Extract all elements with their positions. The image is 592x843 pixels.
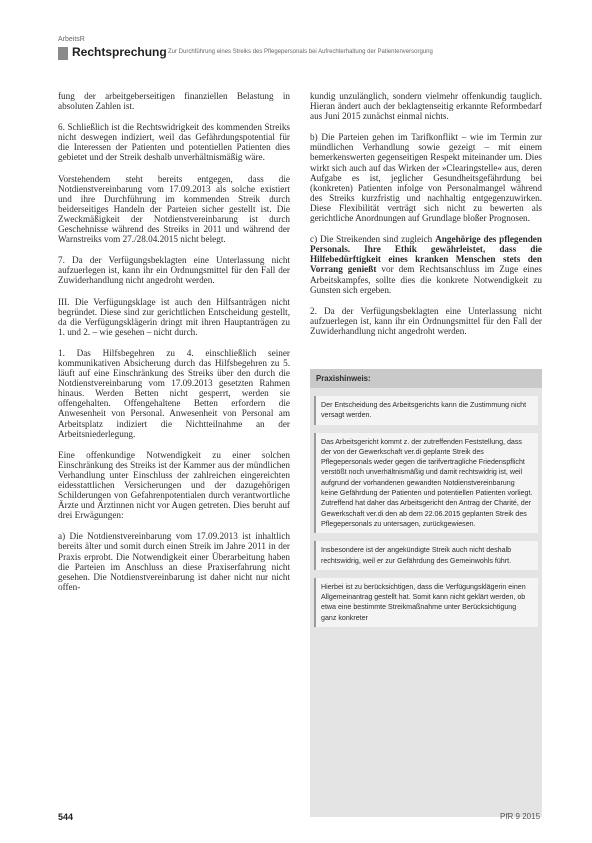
left-paragraph-8: a) Die Notdienstvereinbarung vom 17.09.2013 ist inhaltlich bereits älter und somit durch einen Streik im Jahre 2011 in der Praxis erprobt. Die Notwendigkeit einer Überarbeitung haben die Parteien im Anschluss an diese Praxiserfahrung nicht gesehen. Die Notdienstvereinbarung ist daher nicht nur nicht offen-	[58, 531, 290, 592]
right-paragraph-3-prefix: c) Die Streikenden sind zugleich	[310, 234, 436, 245]
practice-note-paragraph-3: Insbesondere ist der angekündigte Streik auch nicht deshalb rechtswidrig, weil er zur Gefährdung des Gemeinwohls führt.	[314, 541, 538, 570]
practice-note-paragraph-4: Hierbei ist zu berücksichtigen, dass die Verfügungsklägerin einen Allgemeinantrag gestellt hat. Somit kann nicht geklärt werden, ob etwa eine bestimmte Streikmaßnahme unter Berücksichtigung ganz konkreter	[314, 578, 538, 627]
left-paragraph-4: 7. Da der Verfügungsbeklagten eine Unterlassung nicht aufzuerlegen ist, kann ihr ein Ordnungsmittel für den Fall der Zuwiderhandlung nicht angedroht werden.	[58, 255, 290, 286]
left-paragraph-5: III. Die Verfügungsklage ist auch den Hilfsanträgen nicht begründet. Diese sind zur gerichtlichen Entscheidung gestellt, da die Verfügungsklägerin dringt mit ihren Hauptanträgen zu 1. und 2. – wie gesehen – nicht durch.	[58, 296, 290, 337]
right-paragraph-1: kundig unzulänglich, sondern vielmehr offenkundig tauglich. Hieran ändert auch der beklagtenseitig erkannte Reformbedarf aus Juni 2015 zunächst einmal nichts.	[310, 91, 542, 122]
journal-issue: PfR 9 2015	[500, 812, 541, 821]
left-paragraph-1: fung der arbeitgeberseitigen finanziellen Belastung in absoluten Zahlen ist.	[58, 91, 290, 112]
page-subtitle: Zur Durchführung eines Streiks des Pflegepersonals bei Aufrechterhaltung der Patientenversorgung	[168, 49, 433, 55]
section-kicker: ArbeitsR	[58, 36, 85, 43]
left-column	[58, 91, 290, 603]
right-paragraph-3	[310, 234, 542, 295]
practice-note-box	[310, 369, 542, 817]
practice-note-heading: Praxishinweis:	[310, 369, 542, 388]
left-paragraph-2: 6. Schließlich ist die Rechtswidrigkeit des kommenden Streiks nicht deswegen indiziert, weil das Gefährdungspotential für die Interessen der Patienten und potentiellen Patienten dies gebietet und der Streik deshalb unverhältnismäßig wäre.	[58, 122, 290, 163]
left-paragraph-7: Eine offenkundige Notwendigkeit zu einer solchen Einschränkung des Streiks ist der Kammer aus der mündlichen Verhandlung unter Einschluss der zahlreichen eingereichten eidesstattlichen Versicherungen und der dazugehörigen Schilderungen von Gefahrenpotentialen durch verantwortliche Ärzte und Ärztinnen nicht vor Augen getreten. Dies beruht auf drei Erwägungen:	[58, 449, 290, 521]
right-paragraph-2: b) Die Parteien gehen im Tarifkonflikt – wie im Termin zur mündlichen Verhandlung sowie gezeigt – mit einem bemerkenswerten gegenseitigen Respekt miteinander um. Dies wirkt sich auch auf das Wirken der »Clearingstelle« aus, deren Aufgabe es ist, jeglicher Gesundheitsgefährdung bei (konkreten) Patienten infolge von Personalmangel während des Streiks kurzfristig und nachhaltig entgegenzuwirken. Diese Flexibilität verträgt sich nicht zu bewerten als gerichtliche Anordnungen auf Grundlage bloßer Prognosen.	[310, 132, 542, 224]
left-paragraph-6: 1. Das Hilfsbegehren zu 4. einschließlich seiner kommunikativen Absicherung durch das Hilfsbegehren zu 5. läuft auf eine Einschränkung des Streiks über den durch die Notdienstvereinbarung vom 17.09.2013 gesetzten Rahmen hinaus. Werden Betten nicht gesperrt, werden sie offengehalten. Offengehaltene Betten erfordern die Anwesenheit von Personal. Anwesenheit von Personal am Arbeitsplatz indiziert die Nichtteilnahme an der Arbeitsniederlegung.	[58, 347, 290, 439]
practice-note-paragraph-1: Der Entscheidung des Arbeitsgerichts kann die Zustimmung nicht versagt werden.	[314, 396, 538, 425]
practice-note-paragraph-2: Das Arbeitsgericht kommt z. der zutreffenden Feststellung, dass der von der Gewerkschaft ver.di geplante Streik des Pflegepersonals weder gegen die tarifvertragliche Friedenspflicht verstößt noch unverhältnismäßig und damit rechtswidrig ist, weil aufgrund der vorhandenen gewandten Notdienstvereinbarung keine Gefährdung der Patienten und potentiellen Patienten vorliegt. Zutreffend hat daher das Arbeitsgericht den Antrag der Charité, der Gewerkschaft ver.di den ab dem 22.06.2015 geplanten Streik des Pflegepersonals zu untersagen, zurückgewiesen.	[314, 433, 538, 534]
left-paragraph-3: Vorstehendem steht bereits entgegen, dass die Notdienstvereinbarung vom 17.09.2013 als solche existiert und ihre Durchführung im kommenden Streik durch beiderseitiges Handeln der Parteien sicher gestellt ist. Die Zweckmäßigkeit der Notdienstvereinbarung ist durch Geschehnisse während des Streiks in 2011 und während der Warnstreiks vom 27./28.04.2015 nicht belegt.	[58, 173, 290, 245]
page-title: Rechtsprechung	[72, 45, 167, 59]
page-number: 544	[58, 812, 74, 822]
practice-note-body	[310, 396, 542, 627]
right-column	[310, 91, 542, 347]
right-paragraph-4: 2. Da der Verfügungsbeklagten eine Unterlassung nicht aufzuerlegen ist, kann ihr ein Ordnungsmittel für den Fall der Zuwiderhandlung nicht angedroht werden.	[310, 305, 542, 336]
right-paragraph-3-suffix: vor dem Rechtsanschluss im Zuge eines Arbeitskampfes, sollte dies die konkrete Notwendigkeit zu Gunsten sich ergeben.	[310, 264, 542, 295]
right-paragraph-3-bold: Angehörige des pflegenden Personals. Ihre Ethik gewährleistet, dass die Hilfebedürftigkeit eines kranken Menschen stets den Vorrang genießt	[310, 234, 542, 275]
header-marker	[58, 47, 68, 60]
